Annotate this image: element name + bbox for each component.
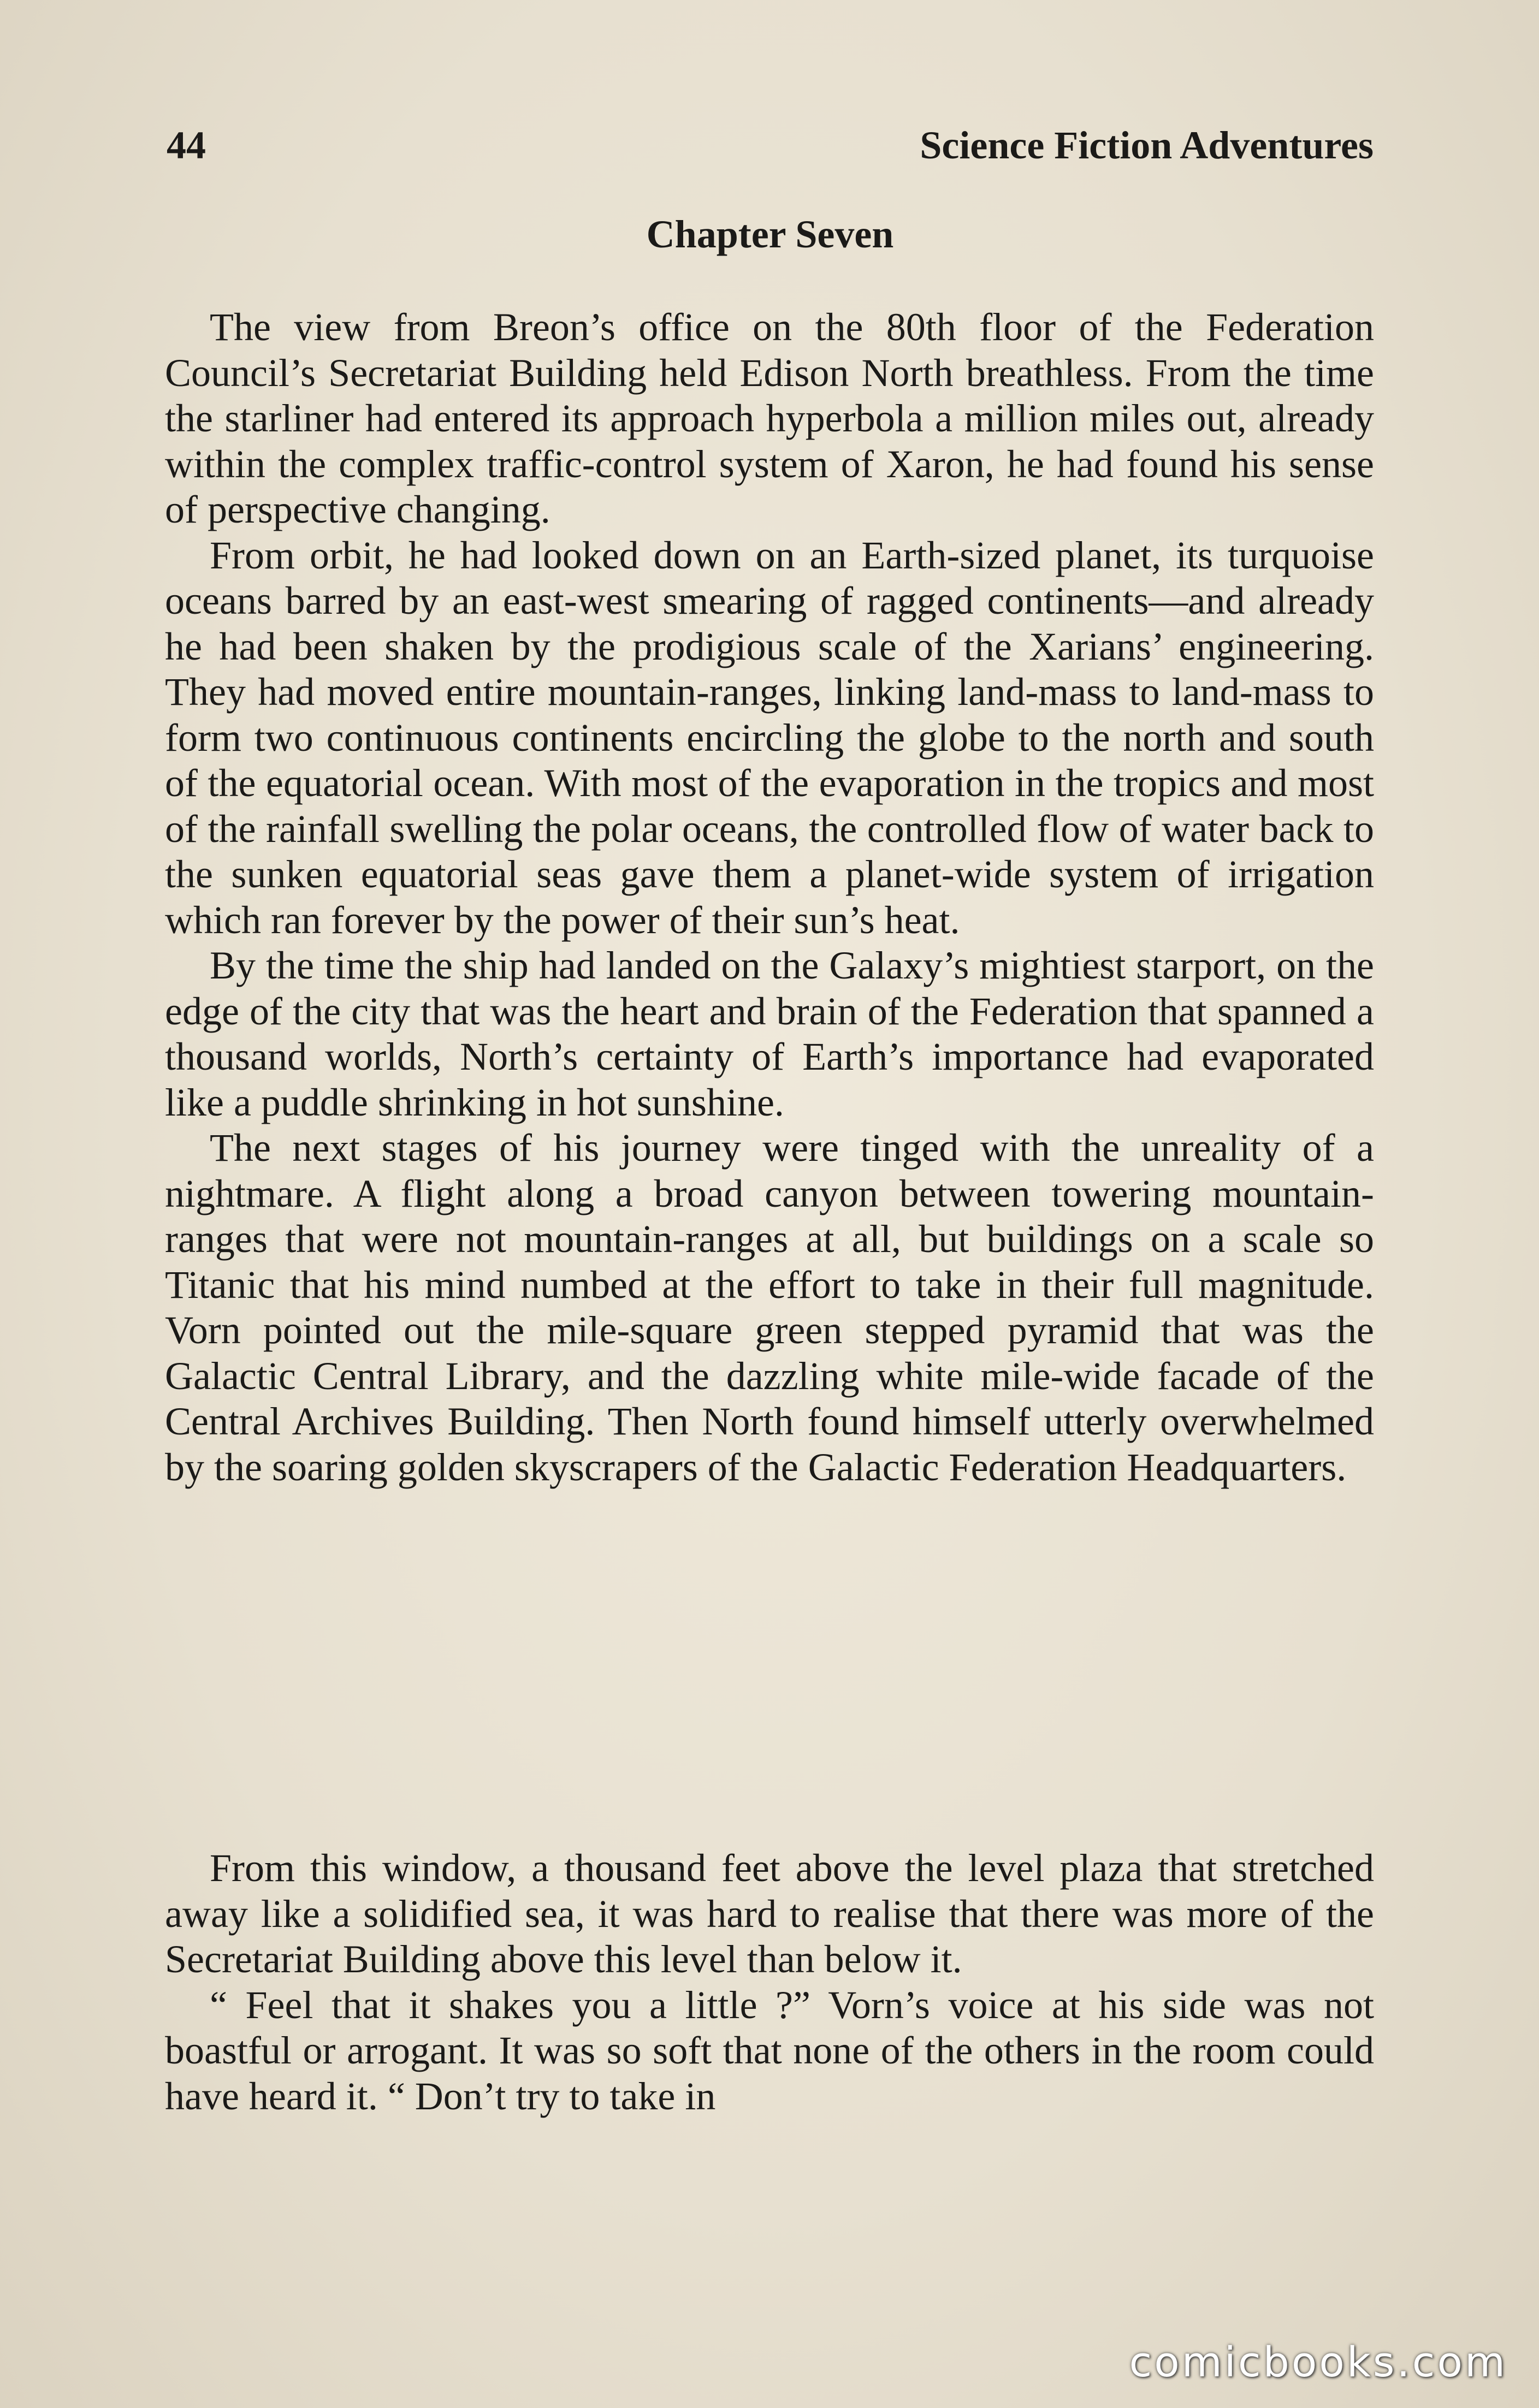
chapter-title: Chapter Seven <box>646 212 894 256</box>
page-header <box>167 123 1374 177</box>
paragraph: The view from Breon’s office on the 80th floor of the Federation Council’s Secretariat Building held Edison North breathless. From the time the starliner had entered its approach hyperbola a million miles out, already within the complex traffic-control system of Xaron, he had found his sense of perspective changing. <box>165 305 1374 531</box>
paragraph: The next stages of his journey were tinged with the unreality of a nightmare. A flight along a broad canyon between towering mountain-ranges that were not mountain-ranges at all, but buildings on a scale so Titanic that his mind numbed at the effort to take in their full magnitude. Vorn pointed out the mile-square green stepped pyramid that was the Galactic Central Library, and the dazzling white mile-wide facade of the Central Archives Building. Then North found himself utterly overwhelmed by the soaring golden skyscrapers of the Galactic Federation Headquarters. <box>165 1126 1374 1489</box>
page-number: 44 <box>167 123 206 167</box>
paragraph: From orbit, he had looked down on an Earth-sized planet, its turquoise oceans barred by an east-west smearing of ragged continents—and already he had been shaken by the prodigious scale of the Xarians’ engineering. They had moved entire mountain-ranges, linking land-mass to land-mass to form two continuous continents encircling the globe to the north and south of the equatorial ocean. With most of the evaporation in the tropics and most of the rainfall swelling the polar oceans, the controlled flow of water back to the sunken equatorial seas gave them a planet-wide system of irrigation which ran forever by the power of their sun’s heat. <box>165 533 1374 942</box>
watermark: comicbooks.com <box>1129 2338 1507 2386</box>
paragraph: “ Feel that it shakes you a little ?” Vorn’s voice at his side was not boastful or arrogant. It was so soft that none of the others in the room could have heard it. “ Don’t try to take in <box>165 1983 1374 2118</box>
running-head: Science Fiction Adventures <box>920 123 1374 167</box>
section-1-text <box>165 305 1374 1490</box>
section-2-text <box>165 1846 1374 2119</box>
paragraph: By the time the ship had landed on the Galaxy’s mightiest starport, on the edge of the city that was the heart and brain of the Federation that spanned a thousand worlds, North’s certainty of Earth’s importance had evaporated like a puddle shrinking in hot sunshine. <box>165 944 1374 1124</box>
paragraph: From this window, a thousand feet above the level plaza that stretched away like a solidified sea, it was hard to realise that there was more of the Secretariat Building above this level than below it. <box>165 1846 1374 1981</box>
